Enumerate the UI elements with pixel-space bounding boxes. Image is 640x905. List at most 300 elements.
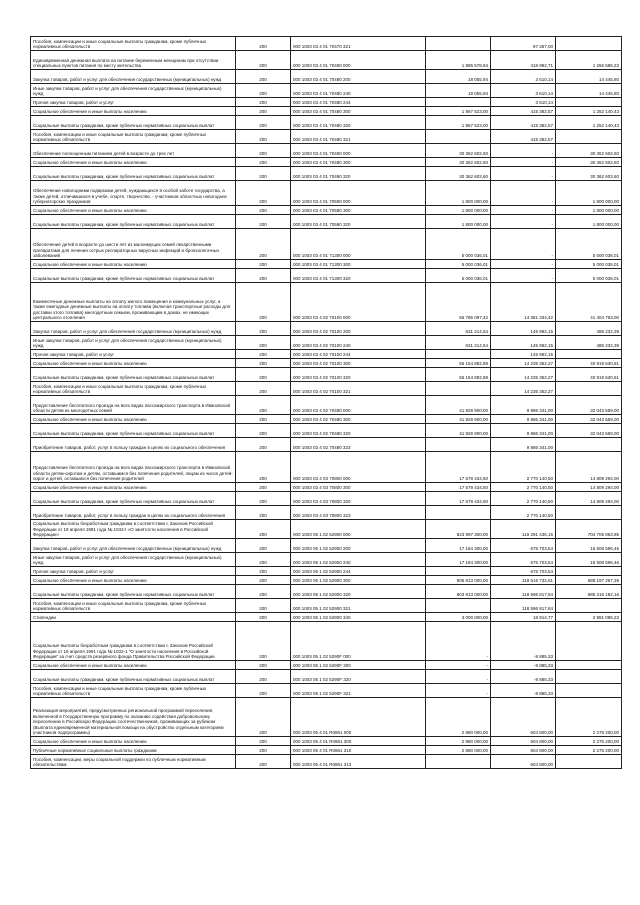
table-row (31, 322, 622, 336)
executed-amount-cell: 97 367,00 (491, 37, 556, 51)
unexecuted-amount-cell: 1 252 140,43 (556, 116, 622, 130)
budget-classification-code-cell: 000 1003 03 4 02 70100 300 (291, 359, 426, 368)
line-code-cell: 200 (236, 70, 291, 84)
budget-classification-code-cell: 000 1003 03 4 01 70490 320 (291, 167, 426, 181)
budget-classification-code-cell: 000 1003 03 4 01 70480 240 (291, 84, 426, 98)
expense-name-cell: Социальное обеспечение и иные выплаты населению (31, 415, 236, 424)
expense-name-cell: Прочая закупка товаров, работ и услуг (31, 350, 236, 359)
executed-amount-cell: - (491, 215, 556, 229)
budget-classification-code-cell: 000 1003 05 1 02 52900 244 (291, 567, 426, 576)
unexecuted-amount-cell: 704 705 863,85 (556, 520, 622, 539)
budget-classification-code-cell: 000 1003 05 1 02 52900 321 (291, 599, 426, 613)
executed-amount-cell: 9 886 341,00 (491, 424, 556, 438)
budget-classification-code-cell: 000 1003 03 4 01 70590 320 (291, 215, 426, 229)
approved-amount-cell: - (426, 684, 491, 698)
expense-name-cell: Социальные выплаты гражданам, кроме публичных нормативных социальных выплат (31, 269, 236, 283)
approved-amount-cell: 30 362 602,60 (426, 167, 491, 181)
unexecuted-amount-cell: 2 275 200,00 (556, 698, 622, 737)
budget-classification-code-cell: 000 1003 05 1 02 5290F 320 (291, 670, 426, 684)
unexecuted-amount-cell: 1 800 000,00 (556, 206, 622, 215)
unexecuted-amount-cell (556, 98, 622, 107)
executed-amount-cell: 415 382,57 (491, 107, 556, 116)
table-row (31, 350, 622, 359)
expense-name-cell: Социальное обеспечение и иные выплаты населению (31, 206, 236, 215)
budget-execution-table (30, 36, 622, 769)
expense-name-cell: Иные закупки товаров, работ и услуг для обеспечения государственных (муниципальных) нужд (31, 553, 236, 567)
expense-name-cell: Социальное обеспечение и иные выплаты населению (31, 661, 236, 670)
line-code-cell: 200 (236, 84, 291, 98)
unexecuted-amount-cell: 14 809 294,00 (556, 452, 622, 483)
line-code-cell: 200 (236, 585, 291, 599)
line-code-cell: 200 (236, 382, 291, 396)
expense-name-cell: Социальные выплаты безработным гражданам в соответствии с Законом Российской Федерации от 19 апреля 1991 года № 1032-1 "О занятости населения в Российской Федерации" за счет средств резервного фонда Правительства Российской Федерации (31, 622, 236, 661)
budget-classification-code-cell: 000 1003 05 1 02 52900 340 (291, 613, 426, 622)
expense-name-cell: Социальное обеспечение и иные выплаты населению (31, 260, 236, 269)
expense-name-cell: Социальные выплаты гражданам, кроме публичных нормативных социальных выплат (31, 670, 236, 684)
budget-classification-code-cell: 000 1003 05 1 02 5290F 000 (291, 622, 426, 661)
table-row (31, 553, 622, 567)
table-row (31, 755, 622, 769)
executed-amount-cell: 145 982,15 (491, 350, 556, 359)
table-row (31, 746, 622, 755)
unexecuted-amount-cell (556, 670, 622, 684)
approved-amount-cell: - (426, 661, 491, 670)
budget-classification-code-cell: 000 1003 03 4 02 70100 240 (291, 336, 426, 350)
approved-amount-cell: 17 579 434,50 (426, 452, 491, 483)
unexecuted-amount-cell: 30 362 602,60 (556, 158, 622, 167)
unexecuted-amount-cell: 1 800 000,00 (556, 181, 622, 206)
executed-amount-cell: 118 596 817,84 (491, 585, 556, 599)
unexecuted-amount-cell: 1 800 000,00 (556, 215, 622, 229)
expense-name-cell: Прочая закупка товаров, работ и услуг (31, 567, 236, 576)
budget-classification-code-cell: 000 1003 03 4 02 70100 244 (291, 350, 426, 359)
budget-classification-code-cell: 000 1003 05 1 02 5290F 300 (291, 661, 426, 670)
table-row (31, 167, 622, 181)
approved-amount-cell (426, 98, 491, 107)
executed-amount-cell: 14 381 334,42 (491, 283, 556, 322)
executed-amount-cell: -8 885,33 (491, 661, 556, 670)
line-code-cell: 200 (236, 37, 291, 51)
approved-amount-cell: 55 786 097,42 (426, 283, 491, 322)
expense-name-cell: Пособия, компенсации, меры социальной поддержки по публичным нормативным обязательствам (31, 755, 236, 769)
table-row (31, 661, 622, 670)
budget-classification-code-cell: 000 1003 05 4 01 R0861 310 (291, 746, 426, 755)
approved-amount-cell: 41 929 900,00 (426, 396, 491, 415)
table-row (31, 130, 622, 144)
line-code-cell: 200 (236, 167, 291, 181)
executed-amount-cell: - (491, 269, 556, 283)
executed-amount-cell: 2 770 140,50 (491, 483, 556, 492)
expense-name-cell: Предоставление бесплатного проезда на всех видах пассажирского транспорта в Ивановской области детям-сиротам и детям, оставшимся без попечения родителей, лицам из числа детей-сирот и детей, оставшихся без попечения родителей (31, 452, 236, 483)
line-code-cell: 200 (236, 415, 291, 424)
executed-amount-cell: 415 382,57 (491, 116, 556, 130)
unexecuted-amount-cell: 2 981 085,23 (556, 613, 622, 622)
budget-classification-code-cell: 000 1003 05 1 02 52900 200 (291, 539, 426, 553)
unexecuted-amount-cell (556, 755, 622, 769)
executed-amount-cell: 14 235 352,27 (491, 382, 556, 396)
executed-amount-cell: - (491, 167, 556, 181)
expense-name-cell: Пособия, компенсации и иные социальные выплаты гражданам, кроме публичных нормативных обязательств (31, 684, 236, 698)
budget-classification-code-cell: 000 1003 03 4 01 71300 300 (291, 260, 426, 269)
expense-name-cell: Социальные выплаты гражданам, кроме публичных нормативных социальных выплат (31, 167, 236, 181)
approved-amount-cell: 17 184 300,00 (426, 539, 491, 553)
line-code-cell: 200 (236, 452, 291, 483)
line-code-cell: 200 (236, 144, 291, 158)
approved-amount-cell: 631 214,54 (426, 336, 491, 350)
line-code-cell: 200 (236, 359, 291, 368)
table-row (31, 492, 622, 506)
expense-name-cell: Социальные выплаты гражданам, кроме публичных нормативных социальных выплат (31, 492, 236, 506)
unexecuted-amount-cell (556, 506, 622, 520)
line-code-cell: 200 (236, 438, 291, 452)
executed-amount-cell: -8 885,33 (491, 622, 556, 661)
line-code-cell: 200 (236, 396, 291, 415)
expense-name-cell: Социальное обеспечение и иные выплаты населению (31, 158, 236, 167)
executed-amount-cell: 9 886 341,00 (491, 438, 556, 452)
approved-amount-cell: 17 184 300,00 (426, 553, 491, 567)
executed-amount-cell: 415 382,57 (491, 130, 556, 144)
line-code-cell: 200 (236, 661, 291, 670)
line-code-cell: 200 (236, 98, 291, 107)
unexecuted-amount-cell: 30 362 602,60 (556, 167, 622, 181)
budget-classification-code-cell: 000 1003 03 4 01 70480 000 (291, 51, 426, 70)
executed-amount-cell: - (491, 260, 556, 269)
approved-amount-cell: 17 579 434,50 (426, 483, 491, 492)
approved-amount-cell (426, 438, 491, 452)
line-code-cell: 200 (236, 520, 291, 539)
table-row (31, 269, 622, 283)
budget-classification-code-cell: 000 1003 05 1 02 52900 300 (291, 576, 426, 585)
executed-amount-cell: 119 291 436,15 (491, 520, 556, 539)
line-code-cell: 200 (236, 684, 291, 698)
budget-classification-code-cell: 000 1003 03 4 02 70100 320 (291, 368, 426, 382)
budget-classification-code-cell: 000 1003 03 4 01 70480 300 (291, 107, 426, 116)
unexecuted-amount-cell (556, 37, 622, 51)
line-code-cell: 200 (236, 269, 291, 283)
executed-amount-cell: 604 800,00 (491, 746, 556, 755)
budget-classification-code-cell: 000 1003 03 4 02 70100 321 (291, 382, 426, 396)
executed-amount-cell: 418 992,71 (491, 51, 556, 70)
table-row (31, 382, 622, 396)
table-row (31, 283, 622, 322)
expense-name-cell: Приобретение товаров, работ, услуг в пользу граждан в целях их социального обеспечения (31, 506, 236, 520)
expense-name-cell: Социальное обеспечение и иные выплаты населению (31, 359, 236, 368)
approved-amount-cell (426, 37, 491, 51)
line-code-cell: 200 (236, 130, 291, 144)
executed-amount-cell: - (491, 229, 556, 260)
unexecuted-amount-cell: 5 000 036,01 (556, 229, 622, 260)
budget-classification-code-cell: 000 1003 05 1 02 52900 000 (291, 520, 426, 539)
table-row (31, 260, 622, 269)
line-code-cell: 200 (236, 336, 291, 350)
table-row (31, 107, 622, 116)
budget-classification-code-cell: 000 1003 03 4 02 70480 300 (291, 415, 426, 424)
table-row (31, 506, 622, 520)
approved-amount-cell: 823 997 300,00 (426, 520, 491, 539)
budget-classification-code-cell: 000 1003 03 4 03 70800 000 (291, 452, 426, 483)
table-row (31, 206, 622, 215)
executed-amount-cell: - (491, 181, 556, 206)
line-code-cell: 200 (236, 229, 291, 260)
expense-name-cell: Реализация мероприятий, предусмотренных региональной программой переселения, включенной в Государственную программу по оказанию содействия добровольному переселению в Российскую Федерацию соотечественников, проживающих за рубежом (Выплата единовременной материальной помощи на обустройство отдельным категориям участников подпрограммы) (31, 698, 236, 737)
expense-name-cell: Прочая закупка товаров, работ и услуг (31, 98, 236, 107)
unexecuted-amount-cell: 1 266 586,23 (556, 51, 622, 70)
executed-amount-cell: -8 885,33 (491, 684, 556, 698)
approved-amount-cell: 41 929 900,00 (426, 415, 491, 424)
executed-amount-cell: 14 235 352,27 (491, 368, 556, 382)
budget-classification-code-cell: 000 1003 03 4 01 70480 244 (291, 98, 426, 107)
line-code-cell: 200 (236, 350, 291, 359)
executed-amount-cell: 9 886 341,00 (491, 415, 556, 424)
approved-amount-cell: - (426, 670, 491, 684)
executed-amount-cell: 118 615 732,61 (491, 576, 556, 585)
table-row (31, 585, 622, 599)
approved-amount-cell: 1 867 523,00 (426, 116, 491, 130)
line-code-cell: 200 (236, 51, 291, 70)
line-code-cell: 200 (236, 116, 291, 130)
unexecuted-amount-cell: 30 362 602,60 (556, 144, 622, 158)
unexecuted-amount-cell (556, 130, 622, 144)
approved-amount-cell: 806 813 000,00 (426, 576, 491, 585)
unexecuted-amount-cell (556, 684, 622, 698)
line-code-cell: 200 (236, 158, 291, 167)
unexecuted-amount-cell: 14 809 294,00 (556, 483, 622, 492)
expense-name-cell: Социальные выплаты безработным гражданам в соответствии с Законом Российской Федерации от 19 апреля 1991 года № 1032-I «О занятости населения в Российской Федерации» (31, 520, 236, 539)
executed-amount-cell: 145 982,15 (491, 336, 556, 350)
expense-name-cell: Социальное обеспечение и иные выплаты населению (31, 576, 236, 585)
table-row (31, 229, 622, 260)
table-row (31, 622, 622, 661)
unexecuted-amount-cell (556, 622, 622, 661)
unexecuted-amount-cell: 485 232,39 (556, 322, 622, 336)
unexecuted-amount-cell: 32 043 559,00 (556, 415, 622, 424)
approved-amount-cell (426, 567, 491, 576)
unexecuted-amount-cell (556, 350, 622, 359)
table-row (31, 70, 622, 84)
approved-amount-cell: 18 055,94 (426, 84, 491, 98)
line-code-cell: 200 (236, 553, 291, 567)
line-code-cell: 200 (236, 506, 291, 520)
approved-amount-cell (426, 755, 491, 769)
table-row (31, 520, 622, 539)
executed-amount-cell: 2 770 140,50 (491, 492, 556, 506)
line-code-cell: 200 (236, 215, 291, 229)
budget-classification-code-cell: 000 1003 03 4 01 70480 200 (291, 70, 426, 84)
budget-classification-code-cell: 000 1003 03 4 02 70100 000 (291, 283, 426, 322)
table-row (31, 98, 622, 107)
budget-classification-code-cell: 000 1003 05 4 01 R0861 300 (291, 737, 426, 746)
approved-amount-cell: 55 154 882,88 (426, 359, 491, 368)
line-code-cell: 200 (236, 698, 291, 737)
budget-classification-code-cell: 000 1003 03 4 01 70480 320 (291, 116, 426, 130)
table-body (31, 37, 622, 769)
line-code-cell: 200 (236, 539, 291, 553)
table-row (31, 737, 622, 746)
unexecuted-amount-cell (556, 567, 622, 576)
approved-amount-cell (426, 130, 491, 144)
budget-classification-code-cell: 000 1003 03 4 01 70480 321 (291, 130, 426, 144)
budget-classification-code-cell: 000 1003 03 4 03 70800 300 (291, 483, 426, 492)
line-code-cell: 200 (236, 368, 291, 382)
executed-amount-cell: - (491, 206, 556, 215)
approved-amount-cell: - (426, 622, 491, 661)
executed-amount-cell: 675 703,54 (491, 553, 556, 567)
expense-name-cell: Социальные выплаты гражданам, кроме публичных нормативных социальных выплат (31, 215, 236, 229)
budget-classification-code-cell: 000 1003 03 4 01 70490 300 (291, 158, 426, 167)
budget-classification-code-cell: 000 1003 05 1 02 52900 240 (291, 553, 426, 567)
expense-name-cell: Иные закупки товаров, работ и услуг для обеспечения государственных (муниципальных) нужд (31, 336, 236, 350)
unexecuted-amount-cell: 1 252 140,43 (556, 107, 622, 116)
approved-amount-cell: 3 000 000,00 (426, 613, 491, 622)
approved-amount-cell (426, 382, 491, 396)
unexecuted-amount-cell: 2 275 200,00 (556, 746, 622, 755)
expense-name-cell: Обеспечение детей в возрасте до шести лет из малоимущих семей лекарственными препаратами для лечения острых респираторных вирусных инфекций и бронхолегочных заболеваний (31, 229, 236, 260)
unexecuted-amount-cell: 14 809 294,00 (556, 492, 622, 506)
approved-amount-cell: 5 000 036,01 (426, 260, 491, 269)
unexecuted-amount-cell (556, 599, 622, 613)
executed-amount-cell: 9 886 341,00 (491, 396, 556, 415)
executed-amount-cell: 675 703,54 (491, 539, 556, 553)
unexecuted-amount-cell: 14 445,80 (556, 70, 622, 84)
budget-classification-code-cell: 000 1003 05 1 02 52900 320 (291, 585, 426, 599)
executed-amount-cell: - (491, 158, 556, 167)
line-code-cell: 200 (236, 283, 291, 322)
budget-classification-code-cell: 000 1003 03 4 01 71300 000 (291, 229, 426, 260)
approved-amount-cell: 5 000 036,01 (426, 229, 491, 260)
approved-amount-cell: 1 800 000,00 (426, 206, 491, 215)
approved-amount-cell: 5 000 036,01 (426, 269, 491, 283)
unexecuted-amount-cell: 40 919 530,61 (556, 368, 622, 382)
table-row (31, 368, 622, 382)
approved-amount-cell: 1 885 578,94 (426, 51, 491, 70)
table-row (31, 144, 622, 158)
expense-name-cell: Закупка товаров, работ и услуг для обеспечения государственных (муниципальных) нужд (31, 322, 236, 336)
unexecuted-amount-cell: 685 216 182,16 (556, 585, 622, 599)
approved-amount-cell: 2 880 000,00 (426, 746, 491, 755)
table-row (31, 336, 622, 350)
line-code-cell: 200 (236, 737, 291, 746)
expense-name-cell: Предоставление бесплатного проезда на всех видах пассажирского транспорта в Ивановской области детям из многодетных семей (31, 396, 236, 415)
table-row (31, 684, 622, 698)
unexecuted-amount-cell: 485 232,39 (556, 336, 622, 350)
unexecuted-amount-cell: 41 404 763,00 (556, 283, 622, 322)
budget-classification-code-cell: 000 1003 03 4 01 71300 320 (291, 269, 426, 283)
approved-amount-cell: 30 362 602,60 (426, 144, 491, 158)
executed-amount-cell: -8 885,33 (491, 670, 556, 684)
approved-amount-cell: 17 579 434,50 (426, 492, 491, 506)
budget-classification-code-cell: 000 1003 03 4 02 70480 000 (291, 396, 426, 415)
expense-name-cell: Социальные выплаты гражданам, кроме публичных нормативных социальных выплат (31, 368, 236, 382)
executed-amount-cell: 145 982,15 (491, 322, 556, 336)
expense-name-cell: Пособия, компенсации и иные социальные выплаты гражданам, кроме публичных нормативных обязательств (31, 382, 236, 396)
approved-amount-cell: 30 362 602,60 (426, 158, 491, 167)
approved-amount-cell: 1 800 000,00 (426, 215, 491, 229)
unexecuted-amount-cell: 688 197 267,39 (556, 576, 622, 585)
executed-amount-cell: 604 800,00 (491, 755, 556, 769)
approved-amount-cell: 803 813 000,00 (426, 585, 491, 599)
executed-amount-cell: 3 610,14 (491, 98, 556, 107)
expense-name-cell: Пособия, компенсации и иные социальные выплаты гражданам, кроме публичных нормативных обязательств (31, 37, 236, 51)
table-row (31, 84, 622, 98)
line-code-cell: 200 (236, 260, 291, 269)
executed-amount-cell: 2 770 140,50 (491, 452, 556, 483)
budget-classification-code-cell: 000 1003 03 4 01 70490 000 (291, 144, 426, 158)
budget-classification-code-cell: 000 1003 03 4 01 70590 300 (291, 206, 426, 215)
line-code-cell: 200 (236, 492, 291, 506)
executed-amount-cell: 14 235 352,27 (491, 359, 556, 368)
expense-name-cell: Обеспечение новогодними подарками детей, нуждающихся в особой заботе государства, а также детей, отличившихся в учебе, спорте, творчестве, - участников областных новогодних губернаторских праздников (31, 181, 236, 206)
expense-name-cell: Пособия, компенсации и иные социальные выплаты гражданам, кроме публичных нормативных обязательств (31, 130, 236, 144)
line-code-cell: 200 (236, 622, 291, 661)
budget-classification-code-cell: 000 1003 03 4 02 70480 320 (291, 424, 426, 438)
unexecuted-amount-cell: 5 000 036,01 (556, 269, 622, 283)
budget-report-page (30, 36, 621, 769)
table-row (31, 116, 622, 130)
budget-classification-code-cell: 000 1003 03 4 01 70590 000 (291, 181, 426, 206)
budget-classification-code-cell: 000 1003 03 4 03 70800 323 (291, 506, 426, 520)
line-code-cell: 200 (236, 181, 291, 206)
line-code-cell: 200 (236, 483, 291, 492)
executed-amount-cell: - (491, 144, 556, 158)
approved-amount-cell: 1 867 523,00 (426, 107, 491, 116)
unexecuted-amount-cell: 40 919 530,61 (556, 359, 622, 368)
expense-name-cell: Социальные выплаты гражданам, кроме публичных нормативных социальных выплат (31, 116, 236, 130)
table-row (31, 576, 622, 585)
line-code-cell: 200 (236, 567, 291, 576)
approved-amount-cell: 2 880 000,00 (426, 698, 491, 737)
line-code-cell: 200 (236, 755, 291, 769)
unexecuted-amount-cell (556, 382, 622, 396)
table-row (31, 483, 622, 492)
executed-amount-cell: 3 610,14 (491, 70, 556, 84)
expense-name-cell: Закупка товаров, работ и услуг для обеспечения государственных (муниципальных) нужд (31, 539, 236, 553)
line-code-cell: 200 (236, 670, 291, 684)
line-code-cell: 200 (236, 599, 291, 613)
executed-amount-cell: 2 770 140,50 (491, 506, 556, 520)
table-row (31, 438, 622, 452)
expense-name-cell: Социальное обеспечение и иные выплаты населению (31, 483, 236, 492)
unexecuted-amount-cell: 2 275 200,00 (556, 737, 622, 746)
expense-name-cell: Единовременная денежная выплата на питание беременным женщинам при отсутствии специальных пунктов питания по месту жительства (31, 51, 236, 70)
budget-classification-code-cell: 000 1003 03 4 02 70100 200 (291, 322, 426, 336)
executed-amount-cell: 604 800,00 (491, 737, 556, 746)
table-row (31, 415, 622, 424)
unexecuted-amount-cell: 32 043 559,00 (556, 396, 622, 415)
line-code-cell: 200 (236, 613, 291, 622)
approved-amount-cell (426, 350, 491, 359)
budget-classification-code-cell: 000 1003 03 4 03 70800 320 (291, 492, 426, 506)
executed-amount-cell: 675 703,54 (491, 567, 556, 576)
line-code-cell: 200 (236, 107, 291, 116)
approved-amount-cell: 18 055,94 (426, 70, 491, 84)
expense-name-cell: Иные закупки товаров, работ и услуг для обеспечения государственных (муниципальных) нужд (31, 84, 236, 98)
executed-amount-cell: 604 800,00 (491, 698, 556, 737)
unexecuted-amount-cell: 16 508 596,46 (556, 553, 622, 567)
executed-amount-cell: 18 914,77 (491, 613, 556, 622)
unexecuted-amount-cell: 5 000 036,01 (556, 260, 622, 269)
budget-classification-code-cell: 000 1003 05 4 01 R0861 000 (291, 698, 426, 737)
table-row (31, 613, 622, 622)
expense-name-cell: Социальное обеспечение и иные выплаты населению (31, 737, 236, 746)
line-code-cell: 200 (236, 424, 291, 438)
approved-amount-cell: 41 929 900,00 (426, 424, 491, 438)
executed-amount-cell: 118 596 817,84 (491, 599, 556, 613)
expense-name-cell: Публичные нормативные социальные выплаты гражданам (31, 746, 236, 755)
expense-name-cell: Социальное обеспечение и иные выплаты населению (31, 107, 236, 116)
line-code-cell: 200 (236, 322, 291, 336)
unexecuted-amount-cell: 16 508 596,46 (556, 539, 622, 553)
approved-amount-cell: 631 214,54 (426, 322, 491, 336)
